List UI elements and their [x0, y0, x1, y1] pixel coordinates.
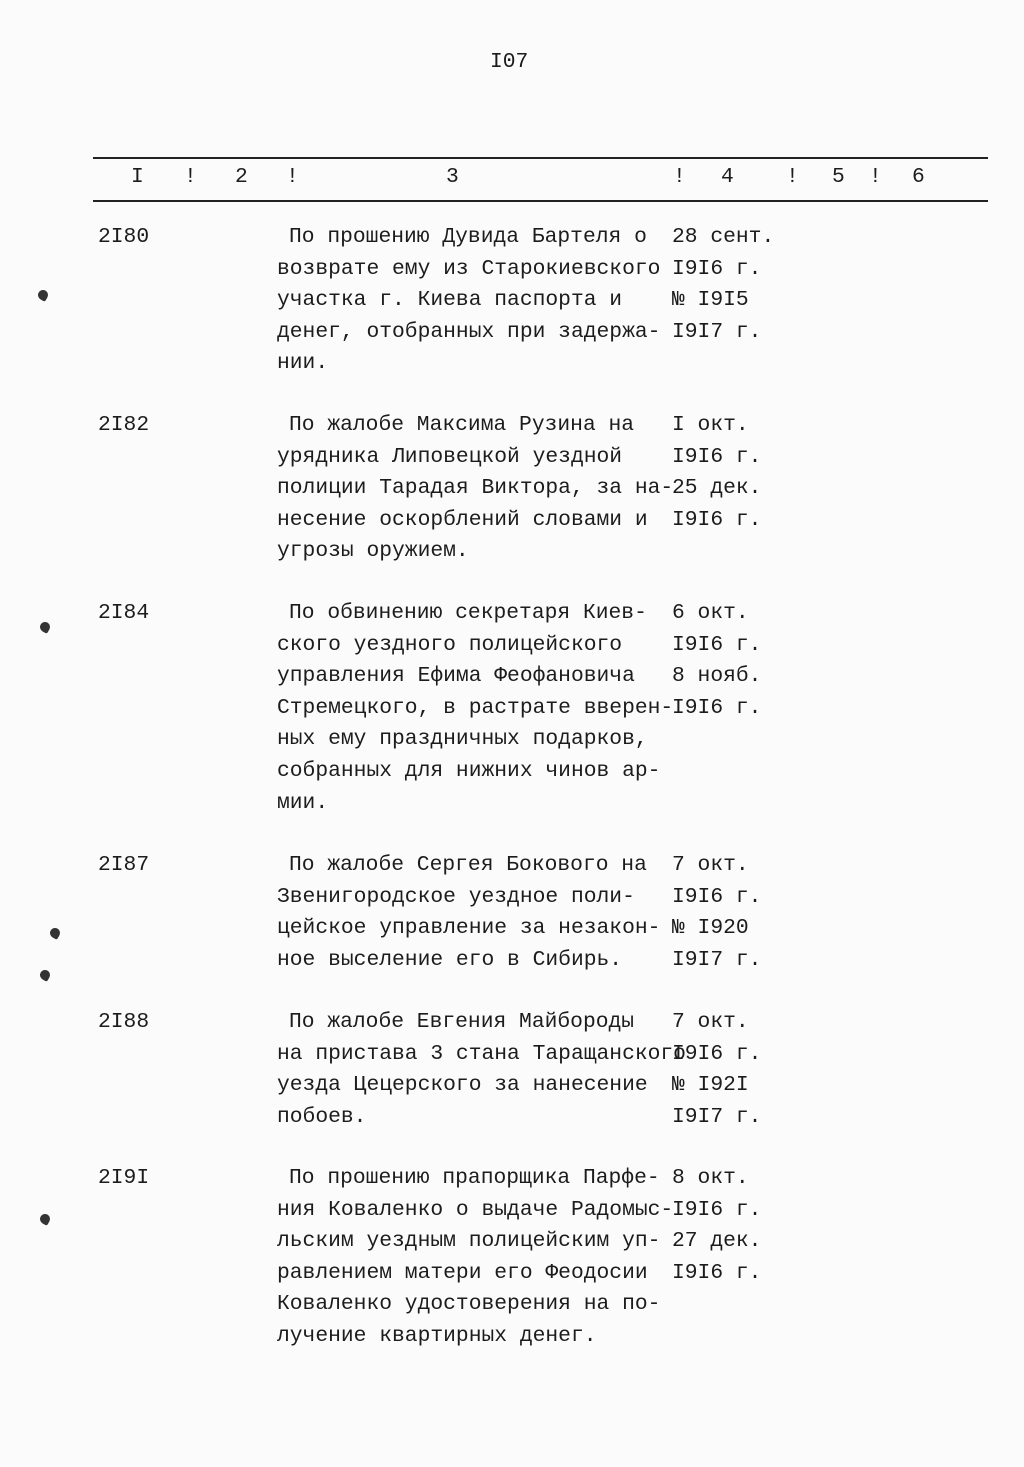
description-line: По прошению прапорщика Парфе-	[289, 1166, 660, 1190]
col-separator: !	[184, 165, 197, 189]
col-separator: !	[673, 165, 686, 189]
case-number: 2I84	[98, 601, 150, 625]
case-description	[277, 1163, 673, 1353]
date-line: I окт.	[672, 413, 749, 437]
case-number: 2I87	[98, 853, 150, 877]
description-line: на пристава 3 стана Таращанского	[277, 1041, 686, 1066]
case-description	[277, 410, 673, 568]
description-line: цейское управление за незакон-	[277, 916, 661, 941]
case-dates	[672, 222, 774, 348]
description-line: несение оскорблений словами и	[277, 507, 648, 532]
description-line: ное выселение его в Сибирь.	[277, 947, 623, 972]
case-number: 2I82	[98, 413, 150, 437]
date-line: I9I6 г.	[672, 256, 762, 281]
col-separator: !	[786, 165, 799, 189]
col-header-5: 5	[832, 165, 845, 189]
punch-hole-mark	[38, 620, 52, 634]
table-top-rule	[93, 157, 988, 159]
col-separator: !	[869, 165, 882, 189]
case-description	[277, 598, 673, 819]
description-line: полиции Тарадая Виктора, за на-	[277, 476, 674, 501]
description-line: Стремецкого, в растрате вверен-	[277, 695, 674, 720]
punch-hole-mark	[36, 288, 50, 302]
date-line: I9I7 г.	[672, 947, 762, 972]
date-line: № I92I	[672, 1073, 749, 1098]
description-line: Коваленко удостоверения на по-	[277, 1292, 661, 1317]
description-line: ского уездного полицейского	[277, 632, 623, 657]
col-header-3: 3	[446, 165, 459, 189]
description-line: угрозы оружием.	[277, 539, 469, 564]
date-line: 7 окт.	[672, 853, 749, 877]
punch-hole-mark	[38, 968, 52, 982]
description-line: урядника Липовецкой уездной	[277, 444, 623, 469]
description-line: уезда Цецерского за нанесение	[277, 1073, 648, 1098]
description-line: По обвинению секретаря Киев-	[289, 601, 647, 625]
description-line: По жалобе Сергея Бокового на	[289, 853, 647, 877]
case-dates	[672, 410, 761, 536]
case-description	[277, 850, 660, 976]
case-number: 2I80	[98, 225, 150, 249]
case-dates	[672, 598, 761, 724]
case-number: 2I9I	[98, 1166, 150, 1190]
case-number: 2I88	[98, 1010, 150, 1034]
description-line: возврате ему из Старокиевского	[277, 256, 661, 281]
date-line: I9I7 г.	[672, 1104, 762, 1129]
date-line: I9I6 г.	[672, 695, 762, 720]
date-line: I9I6 г.	[672, 884, 762, 909]
date-line: I9I6 г.	[672, 1260, 762, 1285]
date-line: I9I6 г.	[672, 444, 762, 469]
date-line: I9I6 г.	[672, 507, 762, 532]
description-line: денег, отобранных при задержа-	[277, 319, 661, 344]
date-line: 8 нояб.	[672, 664, 762, 689]
description-line: равлением матери его Феодосии	[277, 1260, 648, 1285]
description-line: Звенигородское уездное поли-	[277, 884, 635, 909]
description-line: лучение квартирных денег.	[277, 1323, 597, 1348]
date-line: 27 дек.	[672, 1229, 762, 1254]
date-line: № I920	[672, 916, 749, 941]
date-line: № I9I5	[672, 288, 749, 313]
date-line: I9I6 г.	[672, 1197, 762, 1222]
col-header-6: 6	[912, 165, 925, 189]
description-line: ных ему праздничных подарков,	[277, 727, 648, 752]
description-line: ния Коваленко о выдаче Радомыс-	[277, 1197, 674, 1222]
col-header-4: 4	[721, 165, 734, 189]
case-dates	[672, 1007, 761, 1133]
description-line: нии.	[277, 351, 329, 376]
punch-hole-mark	[38, 1212, 52, 1226]
date-line: 25 дек.	[672, 476, 762, 501]
date-line: 28 сент.	[672, 225, 775, 249]
description-line: собранных для нижних чинов ар-	[277, 758, 661, 783]
description-line: управления Ефима Феофановича	[277, 664, 635, 689]
description-line: По жалобе Евгения Майбороды	[289, 1010, 635, 1034]
date-line: 6 окт.	[672, 601, 749, 625]
date-line: 7 окт.	[672, 1010, 749, 1034]
case-description	[277, 1007, 686, 1133]
date-line: 8 окт.	[672, 1166, 749, 1190]
description-line: льским уездным полицейским уп-	[277, 1229, 661, 1254]
date-line: I9I7 г.	[672, 319, 762, 344]
col-header-2: 2	[235, 165, 248, 189]
page-number: I07	[490, 50, 529, 74]
description-line: По прошению Дувида Бартеля о	[289, 225, 647, 249]
punch-hole-mark	[48, 926, 62, 940]
description-line: побоев.	[277, 1104, 367, 1129]
description-line: участка г. Киева паспорта и	[277, 288, 623, 313]
date-line: I9I6 г.	[672, 1041, 762, 1066]
col-separator: !	[286, 165, 299, 189]
table-header-rule	[93, 200, 988, 202]
col-header-1: I	[131, 165, 144, 189]
case-dates	[672, 1163, 761, 1289]
description-line: мии.	[277, 790, 329, 815]
description-line: По жалобе Максима Рузина на	[289, 413, 635, 437]
case-description	[277, 222, 660, 380]
case-dates	[672, 850, 761, 976]
date-line: I9I6 г.	[672, 632, 762, 657]
